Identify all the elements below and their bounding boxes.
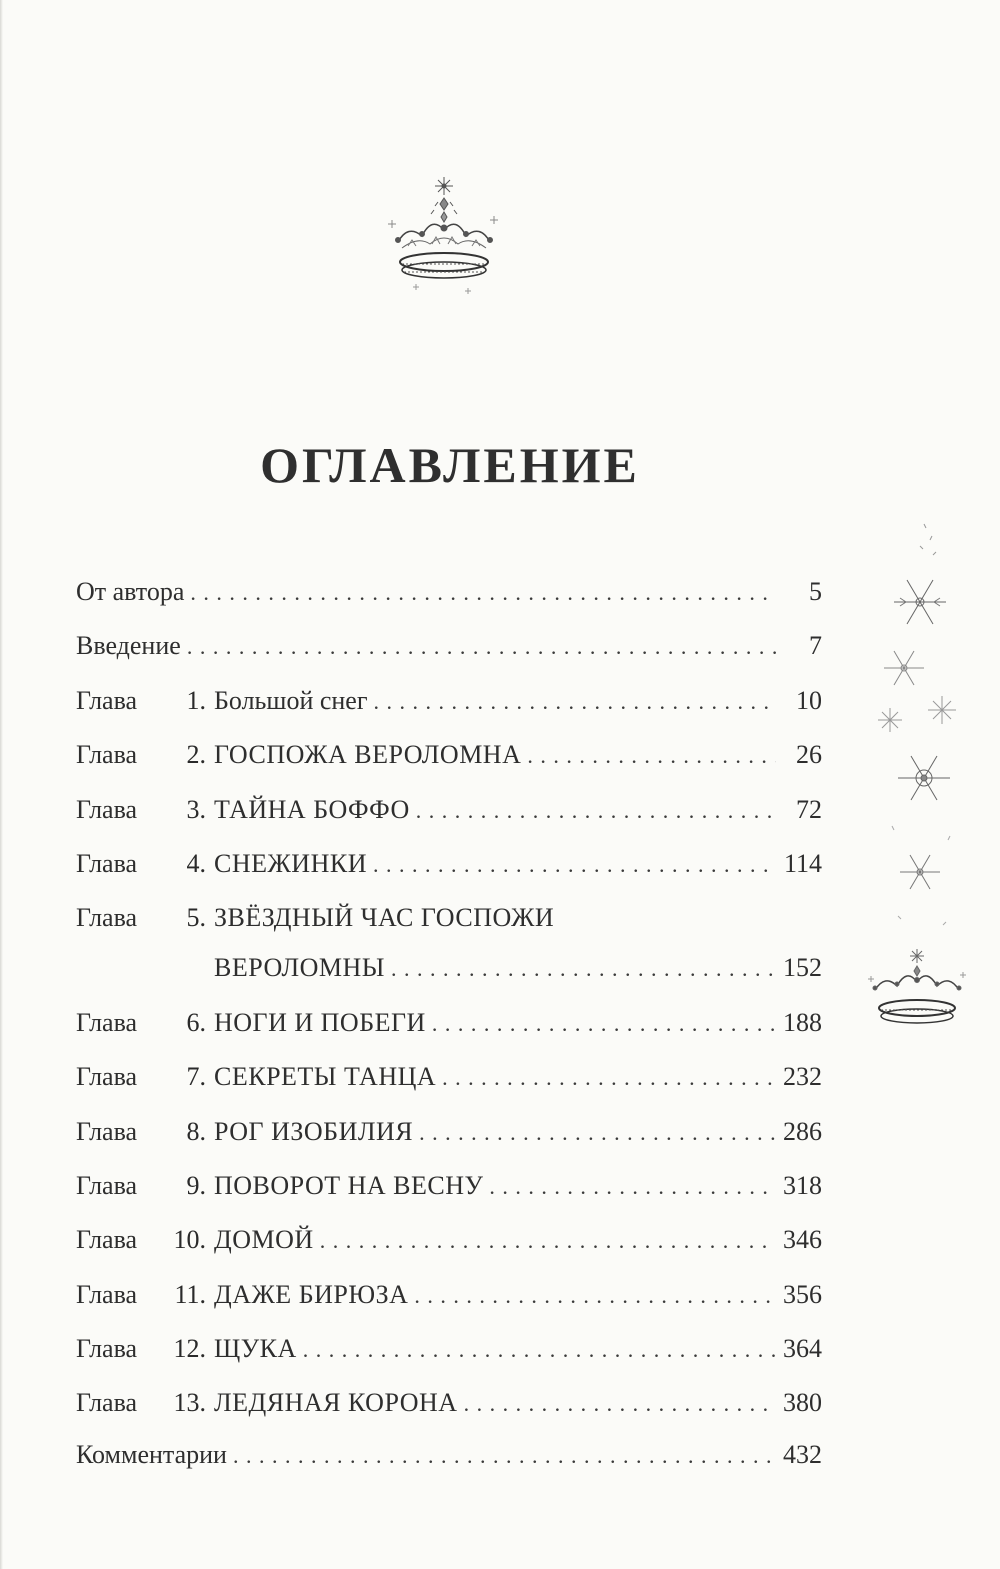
- leader-dots: [442, 1051, 776, 1105]
- toc-page-number: 432: [783, 1439, 822, 1469]
- toc-page-number: 364: [783, 1334, 822, 1364]
- toc-entry-title: ЗВЁЗДНЫЙ ЧАС ГОСПОЖИ: [214, 903, 555, 933]
- toc-entry-title: ГОСПОЖА ВЕРОЛОМНА: [214, 740, 522, 770]
- toc-entry-chapter-11[interactable]: [76, 1268, 822, 1322]
- toc-entry-chapter-2[interactable]: [76, 728, 822, 782]
- toc-page-number: 10: [796, 685, 822, 715]
- leader-dots: [320, 1214, 776, 1268]
- toc-page-number: 7: [809, 631, 822, 661]
- chapter-prefix: Глава: [76, 1116, 138, 1146]
- toc-page-number: 232: [783, 1062, 822, 1092]
- chapter-prefix: Глава: [76, 1279, 138, 1309]
- chapter-number: 9.: [186, 1170, 206, 1200]
- leader-dots: [414, 1269, 776, 1323]
- toc-entry-title: ЛЕДЯНАЯ КОРОНА: [214, 1388, 458, 1418]
- table-of-contents: [76, 565, 822, 1479]
- toc-entry-chapter-9[interactable]: [76, 1159, 822, 1213]
- leader-dots: [233, 1432, 776, 1480]
- toc-entry-title: Большой снег: [214, 685, 368, 715]
- toc-entry-title: НОГИ И ПОБЕГИ: [214, 1007, 426, 1037]
- chapter-number: 6.: [186, 1007, 206, 1037]
- toc-entry-chapter-7[interactable]: [76, 1050, 822, 1104]
- crown-icon: [388, 172, 500, 302]
- chapter-prefix: Глава: [76, 794, 138, 824]
- chapter-prefix: Глава: [76, 1007, 138, 1037]
- chapter-number: 5.: [186, 903, 206, 933]
- leader-dots: [489, 1160, 776, 1214]
- toc-entry-title: СЕКРЕТЫ ТАНЦА: [214, 1062, 437, 1092]
- toc-page-number: 72: [796, 794, 822, 824]
- toc-page-number: 346: [783, 1225, 822, 1255]
- page-edge: [0, 0, 3, 1569]
- leader-dots: [187, 620, 776, 674]
- toc-entry-author-note[interactable]: [76, 565, 822, 619]
- toc-page-number: 188: [783, 1007, 822, 1037]
- toc-page-number: 152: [783, 953, 822, 983]
- chapter-number: 11.: [174, 1279, 206, 1309]
- chapter-prefix: Глава: [76, 1388, 138, 1418]
- toc-page-number: 114: [783, 848, 822, 878]
- chapter-number: 13.: [173, 1388, 206, 1418]
- leader-dots: [432, 997, 776, 1051]
- toc-entry-title: СНЕЖИНКИ: [214, 848, 367, 878]
- snowflakes-ornament-icon: [862, 516, 972, 1056]
- toc-page-number: 380: [783, 1388, 822, 1418]
- leader-dots: [419, 1106, 776, 1160]
- leader-dots: [391, 942, 776, 996]
- chapter-number: 7.: [186, 1062, 206, 1092]
- chapter-number: 8.: [186, 1116, 206, 1146]
- chapter-number: 10.: [173, 1225, 206, 1255]
- chapter-prefix: Глава: [76, 1170, 138, 1200]
- toc-entry-chapter-4[interactable]: [76, 837, 822, 891]
- toc-entry-chapter-1[interactable]: [76, 674, 822, 728]
- leader-dots: [464, 1377, 776, 1431]
- toc-page-number: 356: [783, 1279, 822, 1309]
- page-title: ОГЛАВЛЕНИЕ: [260, 437, 640, 493]
- chapter-prefix: Глава: [76, 848, 138, 878]
- chapter-number: 12.: [173, 1334, 206, 1364]
- leader-dots: [527, 729, 776, 783]
- chapter-prefix: Глава: [76, 903, 138, 933]
- toc-entry-title: ДАЖЕ БИРЮЗА: [214, 1279, 409, 1309]
- toc-entry-title: От автора: [76, 577, 185, 606]
- toc-entry-title: ТАЙНА БОФФО: [214, 794, 410, 824]
- leader-dots: [416, 784, 776, 838]
- toc-entry-title: Комментарии: [76, 1439, 227, 1469]
- toc-entry-chapter-3[interactable]: [76, 783, 822, 837]
- chapter-prefix: Глава: [76, 740, 138, 770]
- toc-entry-chapter-13[interactable]: [76, 1376, 822, 1430]
- toc-entry-introduction[interactable]: [76, 619, 822, 673]
- toc-entry-comments[interactable]: [76, 1431, 822, 1479]
- toc-entry-title-continued: ВЕРОЛОМНЫ: [214, 953, 385, 983]
- toc-entry-title: ЩУКА: [214, 1334, 297, 1364]
- toc-entry-chapter-5-continuation[interactable]: [76, 941, 822, 995]
- toc-entry-title: РОГ ИЗОБИЛИЯ: [214, 1116, 414, 1146]
- toc-page-number: 26: [796, 740, 822, 770]
- chapter-prefix: Глава: [76, 685, 138, 715]
- toc-entry-title: Введение: [76, 631, 181, 661]
- chapter-prefix: Глава: [76, 1334, 138, 1364]
- toc-page-number: 318: [783, 1170, 822, 1200]
- leader-dots: [373, 838, 776, 892]
- leader-dots: [190, 566, 776, 620]
- toc-entry-title: ДОМОЙ: [214, 1225, 314, 1255]
- leader-dots: [374, 675, 776, 729]
- chapter-prefix: Глава: [76, 1062, 138, 1092]
- chapter-number: 3.: [186, 794, 206, 824]
- toc-entry-chapter-6[interactable]: [76, 996, 822, 1050]
- toc-entry-chapter-10[interactable]: [76, 1213, 822, 1267]
- toc-page-number: 5: [809, 577, 822, 606]
- chapter-number: 2.: [186, 740, 206, 770]
- toc-entry-title: ПОВОРОТ НА ВЕСНУ: [214, 1170, 484, 1200]
- chapter-prefix: Глава: [76, 1225, 138, 1255]
- toc-entry-chapter-5[interactable]: [76, 891, 822, 941]
- leader-dots: [303, 1323, 776, 1377]
- chapter-number: 4.: [186, 848, 206, 878]
- toc-entry-chapter-8[interactable]: [76, 1105, 822, 1159]
- toc-page-number: 286: [783, 1116, 822, 1146]
- chapter-number: 1.: [186, 685, 206, 715]
- toc-entry-chapter-12[interactable]: [76, 1322, 822, 1376]
